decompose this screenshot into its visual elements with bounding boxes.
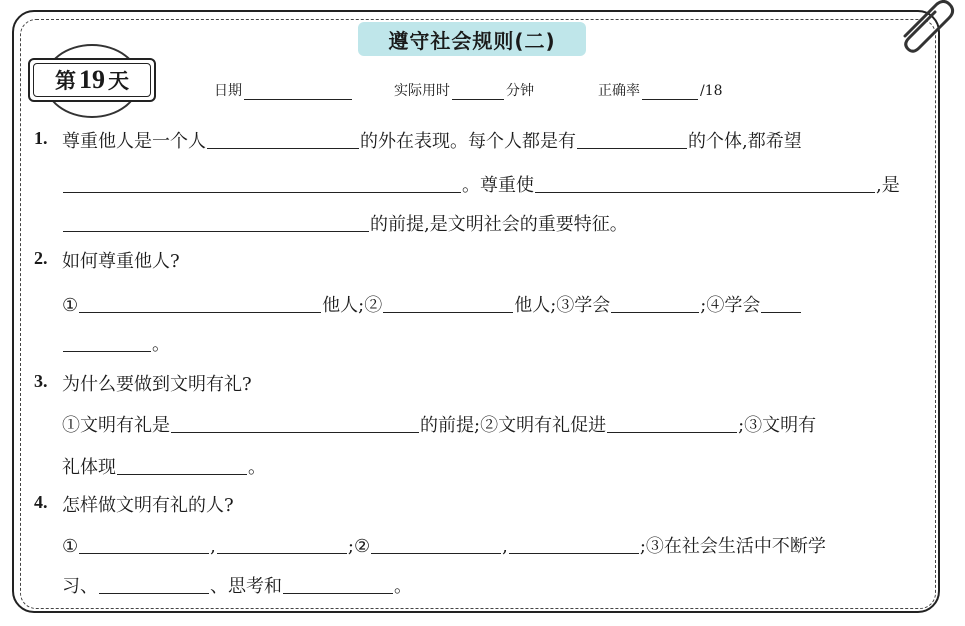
badge-prefix: 第 (55, 69, 76, 93)
time-blank[interactable] (452, 85, 504, 100)
question-text: 。尊重使 (462, 175, 534, 196)
question-text: 的外在表现。每个人都是有 (360, 131, 576, 152)
question-2-prompt: 如何尊重他人? (62, 251, 180, 272)
accuracy-total: /18 (700, 83, 723, 99)
answer-blank[interactable] (283, 575, 393, 594)
question-4-line-1 (62, 532, 826, 558)
time-field (394, 80, 534, 100)
question-text: ① (62, 295, 79, 316)
question-text: ,是 (876, 175, 900, 196)
paper-clip-icon (885, 0, 965, 60)
question-text: 。 (394, 576, 412, 597)
question-text: 的个体,都希望 (688, 131, 802, 152)
question-text: 尊重他人是一个人 (62, 131, 206, 152)
question-1-number: 1. (34, 128, 48, 148)
question-4-number: 4. (34, 492, 48, 512)
answer-blank[interactable] (509, 535, 639, 554)
question-1-line-3 (62, 210, 628, 236)
date-field (214, 80, 354, 100)
answer-blank[interactable] (371, 535, 501, 554)
question-text: ;④学会 (700, 295, 761, 316)
time-label: 实际用时 (394, 83, 450, 99)
question-4-prompt: 怎样做文明有礼的人? (62, 495, 234, 516)
question-text: ;③在社会生活中不断学 (639, 536, 826, 557)
answer-blank[interactable] (383, 294, 513, 313)
question-3-number: 3. (34, 371, 48, 391)
answer-blank[interactable] (207, 130, 359, 149)
worksheet-title: 遵守社会规则(二) (358, 22, 586, 56)
question-text: 他人;② (322, 295, 383, 316)
date-label: 日期 (214, 83, 242, 99)
answer-blank[interactable] (99, 575, 209, 594)
question-1-line-1 (62, 127, 802, 153)
question-2-line-2 (62, 330, 170, 356)
answer-blank[interactable] (79, 535, 209, 554)
question-text: 习、 (62, 576, 98, 597)
question-text: 、思考和 (210, 576, 282, 597)
question-text: , (210, 536, 216, 557)
question-text: ①文明有礼是 (62, 415, 170, 436)
question-text: 礼体现 (62, 457, 116, 478)
day-badge (28, 44, 156, 118)
answer-blank[interactable] (63, 174, 461, 193)
date-blank[interactable] (244, 85, 352, 100)
answer-blank[interactable] (171, 414, 419, 433)
answer-blank[interactable] (577, 130, 687, 149)
badge-day-number: 19 (79, 65, 105, 94)
question-1-line-2 (62, 171, 900, 197)
accuracy-field (598, 80, 723, 100)
answer-blank[interactable] (611, 294, 699, 313)
badge-suffix: 天 (108, 69, 129, 93)
question-text: 。 (152, 334, 170, 355)
question-text: 。 (248, 457, 266, 478)
question-text: ;③文明有 (738, 415, 817, 436)
answer-blank[interactable] (535, 174, 875, 193)
question-3-line-1 (62, 411, 816, 437)
answer-blank[interactable] (607, 414, 737, 433)
question-3-line-2 (62, 453, 266, 479)
question-4-line-2 (62, 572, 412, 598)
badge-label (28, 58, 156, 102)
accuracy-blank[interactable] (642, 85, 698, 100)
accuracy-label: 正确率 (598, 83, 640, 99)
question-2-line-1 (62, 291, 802, 317)
question-text: ① (62, 536, 79, 557)
answer-blank[interactable] (217, 535, 347, 554)
question-text: , (502, 536, 508, 557)
question-2-number: 2. (34, 248, 48, 268)
answer-blank[interactable] (63, 213, 369, 232)
question-3-prompt: 为什么要做到文明有礼? (62, 374, 252, 395)
question-text: 的前提;②文明有礼促进 (420, 415, 607, 436)
answer-blank[interactable] (79, 294, 321, 313)
minute-label: 分钟 (506, 83, 534, 99)
question-text: ;② (347, 536, 371, 557)
answer-blank[interactable] (761, 294, 801, 313)
answer-blank[interactable] (63, 333, 151, 352)
question-text: 的前提,是文明社会的重要特征。 (370, 214, 628, 235)
answer-blank[interactable] (117, 456, 247, 475)
question-text: 他人;③学会 (514, 295, 611, 316)
